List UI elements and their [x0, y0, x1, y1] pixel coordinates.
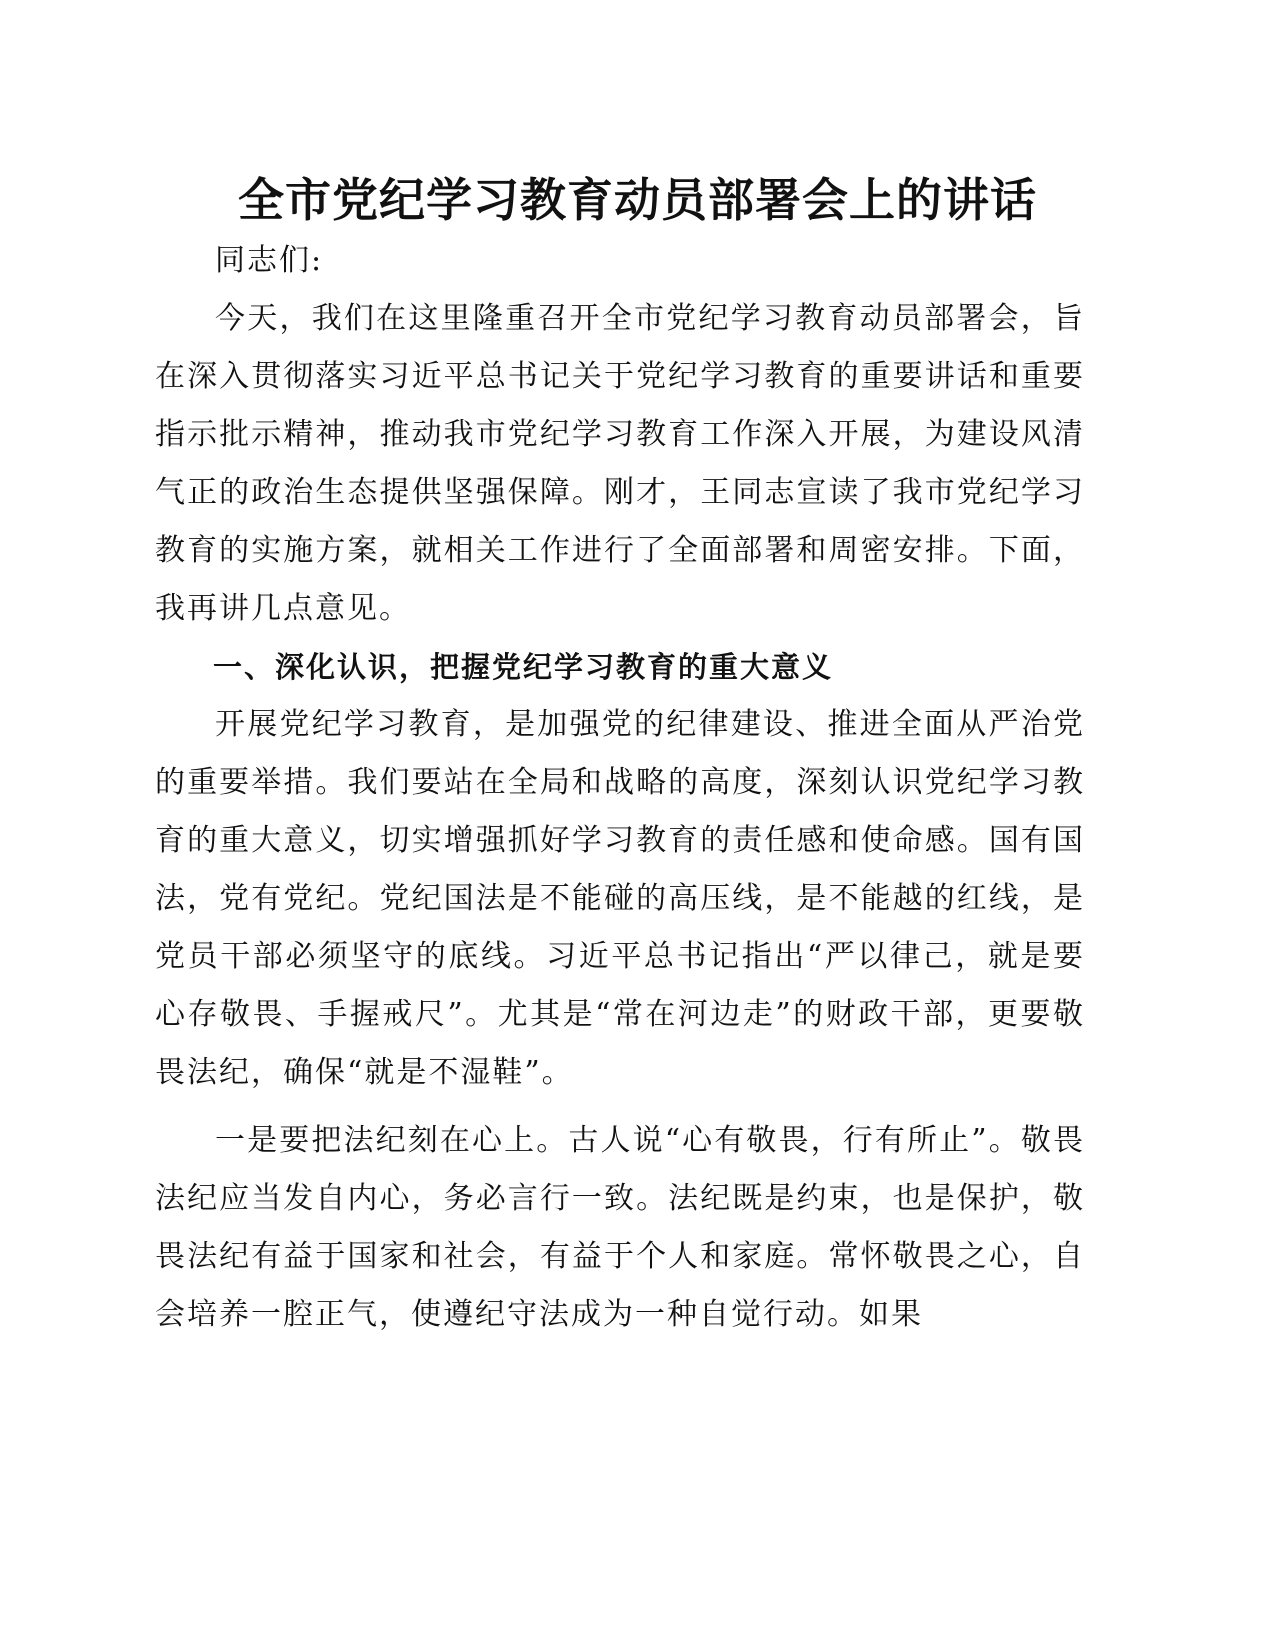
document-title: 全市党纪学习教育动员部署会上的讲话 — [238, 173, 1037, 227]
paragraph-point-1: 一是要把法纪刻在心上。古人说“心有敬畏，行有所止”。敬畏法纪应当发自内心，务必言行一致。法纪既是约束，也是保护，敬畏法纪有益于国家和社会，有益于个人和家庭。常怀敬畏之心，自会培养一腔正气，使遵纪守法成为一种自觉行动。如果 — [155, 1123, 1085, 1332]
document-body — [155, 232, 1085, 1344]
paragraph-significance: 开展党纪学习教育，是加强党的纪律建设、推进全面从严治党的重要举措。我们要站在全局和战略的高度，深刻认识党纪学习教育的重大意义，切实增强抓好学习教育的责任感和使命感。国有国法，党有党纪。党纪国法是不能碰的高压线，是不能越的红线，是党员干部必须坚守的底线。习近平总书记指出“严以律己，就是要心存敬畏、手握戒尺”。尤其是“常在河边走”的财政干部，更要敬畏法纪，确保“就是不湿鞋”。 — [155, 707, 1085, 1090]
greeting: 同志们: — [215, 243, 324, 278]
paragraph-intro: 今天，我们在这里隆重召开全市党纪学习教育动员部署会，旨在深入贯彻落实习近平总书记关于党纪学习教育的重要讲话和重要指示批示精神，推动我市党纪学习教育工作深入开展，为建设风清气正的政治生态提供坚强保障。刚才，王同志宣读了我市党纪学习教育的实施方案，就相关工作进行了全面部署和周密安排。下面，我再讲几点意见。 — [155, 301, 1085, 626]
section-heading-1: 一、深化认识，把握党纪学习教育的重大意义 — [213, 650, 834, 684]
